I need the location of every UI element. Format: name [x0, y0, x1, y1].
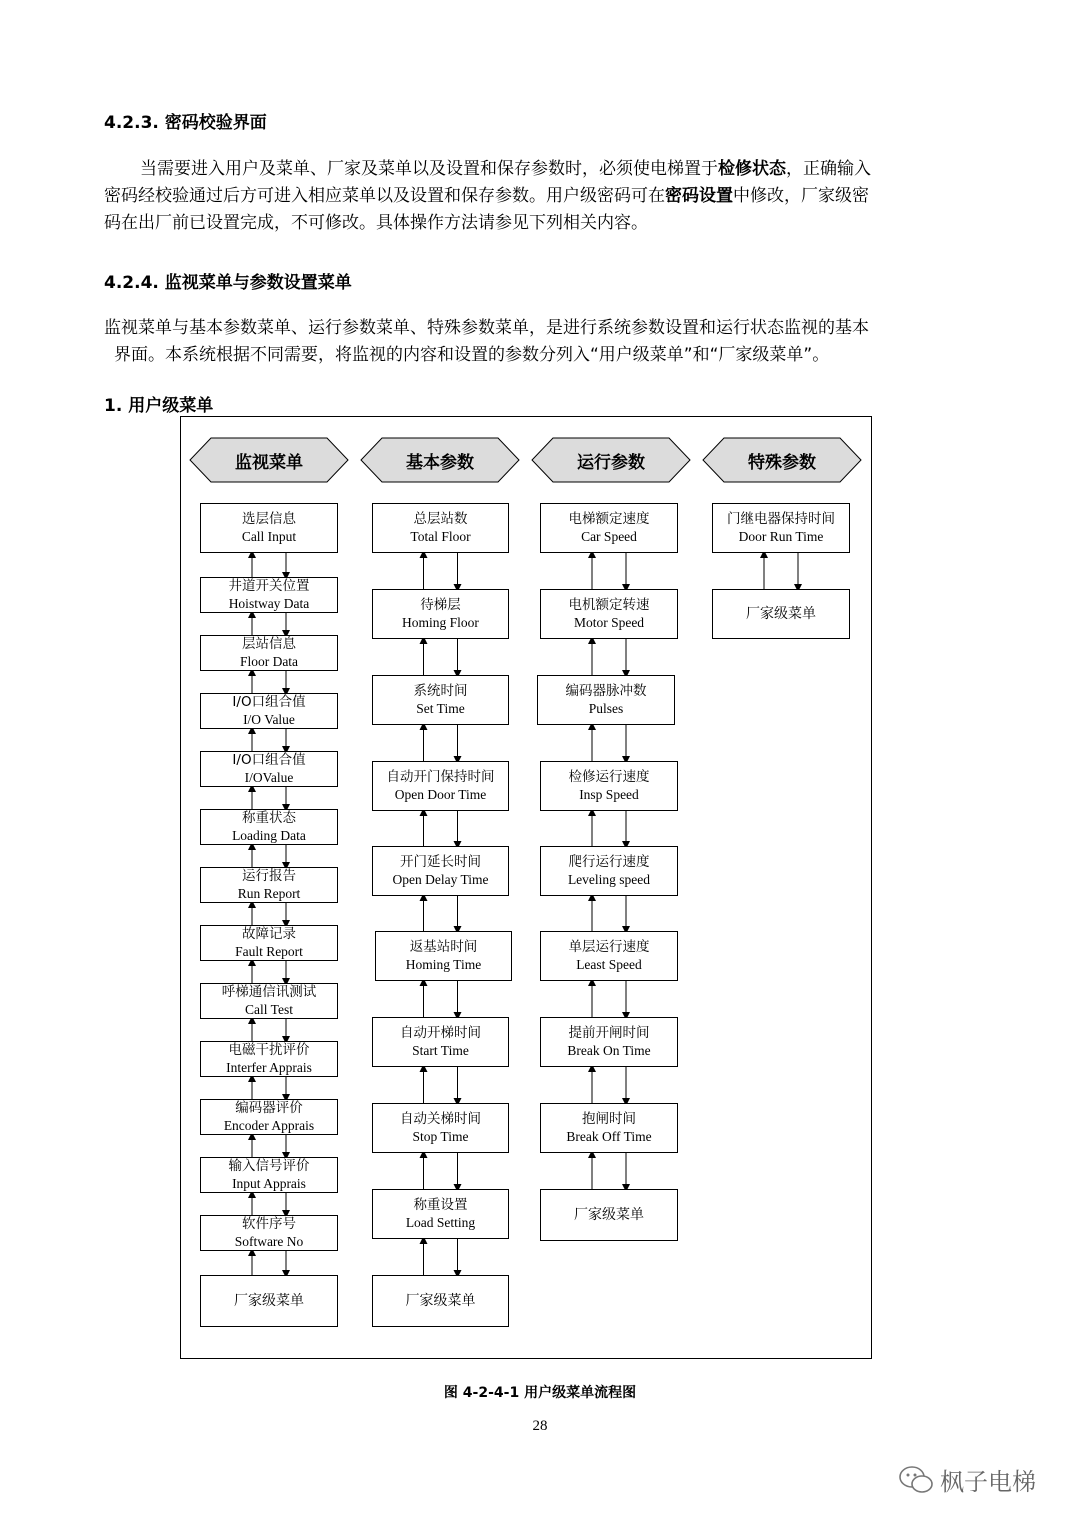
menu-item-label-zh: 故障记录	[242, 926, 296, 942]
menu-item-label-en: Least Speed	[576, 957, 642, 972]
menu-item-box[interactable]	[200, 1215, 338, 1251]
menu-item-label-en: Open Door Time	[394, 787, 487, 802]
menu-item-label-en: Open Delay Time	[392, 872, 489, 887]
column-title: 监视菜单	[235, 452, 303, 473]
menu-item-label-zh: 电梯额定速度	[568, 511, 650, 527]
menu-item-box[interactable]	[200, 693, 338, 729]
menu-item-box[interactable]	[372, 846, 509, 896]
menu-item-box[interactable]	[200, 867, 338, 903]
watermark	[898, 1462, 1036, 1497]
menu-item-label-en: Load Setting	[405, 1215, 476, 1230]
menu-item-label-en: Pulses	[588, 701, 624, 716]
menu-item-label-en: Encoder Apprais	[223, 1118, 315, 1133]
menu-item-label-en: Call Test	[245, 1002, 293, 1017]
menu-item-label-zh: 返基站时间	[409, 939, 478, 955]
para1-bold-password-setting: 密码设置	[665, 186, 733, 206]
menu-item-label-zh: 称重状态	[242, 810, 296, 826]
menu-item-box[interactable]	[540, 1189, 678, 1241]
menu-item-box[interactable]	[540, 589, 678, 639]
menu-item-label-en: Motor Speed	[573, 615, 645, 630]
column-title: 运行参数	[577, 452, 645, 473]
menu-item-label-en: Input Apprais	[232, 1176, 306, 1191]
menu-item-box[interactable]	[200, 751, 338, 787]
menu-item-label-en: Run Report	[237, 886, 301, 901]
menu-item-label-zh: 自动关梯时间	[400, 1111, 481, 1127]
column-title: 特殊参数	[748, 452, 816, 473]
menu-item-box[interactable]	[372, 1189, 509, 1239]
column-header-1	[189, 437, 349, 483]
menu-item-box[interactable]	[200, 1275, 338, 1327]
menu-item-box[interactable]	[372, 675, 509, 725]
menu-item-label-zh: 开门延长时间	[400, 854, 481, 870]
menu-item-label-en: Software No	[234, 1234, 304, 1249]
menu-item-box[interactable]	[540, 846, 678, 896]
menu-item-label-zh: 单层运行速度	[568, 939, 650, 955]
menu-item-label-zh: 呼梯通信讯测试	[221, 984, 317, 1000]
para2-line1: 监视菜单与基本参数菜单、运行参数菜单、特殊参数菜单，是进行系统参数设置和运行状态监视的基本	[104, 318, 869, 338]
menu-item-box[interactable]	[200, 577, 338, 613]
menu-item-label-zh: 提前开闸时间	[568, 1025, 650, 1041]
menu-item-label-en: Homing Time	[405, 957, 482, 972]
subheading-user-menu: 1. 用户级菜单	[104, 396, 214, 416]
menu-item-box[interactable]	[537, 675, 675, 725]
column-header-3	[531, 437, 691, 483]
menu-item-box[interactable]	[200, 809, 338, 845]
menu-item-label-zh: 编码器评价	[235, 1100, 303, 1116]
menu-item-label-en: Door Run Time	[738, 529, 824, 544]
para1-line2-post: 中修改，厂家级密	[733, 186, 869, 206]
menu-item-label-en: Fault Report	[235, 944, 303, 959]
menu-item-box[interactable]	[372, 1103, 509, 1153]
section-heading-423: 4.2.3. 密码校验界面	[104, 113, 267, 133]
menu-item-box[interactable]	[540, 1103, 678, 1153]
menu-item-label-en: Leveling speed	[567, 872, 651, 887]
menu-item-label-zh: 编码器脉冲数	[565, 683, 647, 699]
menu-item-label-zh: 检修运行速度	[568, 769, 650, 785]
menu-item-label-zh: 抱闸时间	[582, 1111, 636, 1127]
menu-item-box[interactable]	[200, 1157, 338, 1193]
menu-item-label-zh: 软件序号	[242, 1216, 296, 1232]
menu-item-label-zh: 电磁干扰评价	[228, 1042, 310, 1058]
para1-line1-post: ，正确输入	[786, 159, 871, 179]
chat-bubble-icon	[898, 1465, 934, 1495]
menu-item-box[interactable]	[375, 931, 512, 981]
menu-item-box[interactable]	[200, 503, 338, 553]
para1-line3: 码在出厂前已设置完成，不可修改。具体操作方法请参见下列相关内容。	[104, 213, 648, 233]
menu-item-label-zh: I/O口组合值	[232, 752, 306, 768]
menu-item-box[interactable]	[200, 1041, 338, 1077]
menu-item-box[interactable]	[200, 925, 338, 961]
menu-item-label-zh: 厂家级菜单	[746, 605, 816, 622]
menu-item-box[interactable]	[372, 1275, 509, 1327]
menu-item-label-en: Loading Data	[232, 828, 306, 843]
menu-item-label-zh: 运行报告	[242, 868, 296, 884]
menu-item-label-zh: 厂家级菜单	[574, 1206, 644, 1223]
section-heading-424: 4.2.4. 监视菜单与参数设置菜单	[104, 273, 352, 293]
menu-item-box[interactable]	[200, 1099, 338, 1135]
menu-item-label-zh: 待梯层	[420, 597, 461, 613]
menu-item-box[interactable]	[712, 503, 850, 553]
para1-line1-pre: 当需要进入用户及菜单、厂家及菜单以及设置和保存参数时，必须使电梯置于	[140, 159, 718, 179]
menu-item-label-zh: 总层站数	[413, 511, 468, 527]
menu-item-box[interactable]	[712, 589, 850, 639]
menu-item-label-en: Car Speed	[581, 529, 637, 544]
menu-item-label-en: Interfer Apprais	[226, 1060, 312, 1075]
para1-bold-inspection: 检修状态	[718, 159, 786, 179]
para1-line2-pre: 密码经校验通过后方可进入相应菜单以及设置和保存参数。用户级密码可在	[104, 186, 665, 206]
figure-caption: 图 4-2-4-1 用户级菜单流程图	[443, 1385, 637, 1401]
menu-item-label-en: I/O Value	[243, 712, 295, 727]
column-header-2	[360, 437, 520, 483]
menu-item-box[interactable]	[372, 503, 509, 553]
menu-item-label-zh: 自动开门保持时间	[386, 769, 495, 785]
column-title: 基本参数	[406, 452, 474, 473]
menu-item-label-zh: 门继电器保持时间	[727, 511, 835, 527]
menu-item-label-en: Hoistway Data	[228, 596, 310, 611]
menu-item-box[interactable]	[372, 761, 509, 811]
para2-line2: 界面。本系统根据不同需要，将监视的内容和设置的参数分列入“用户级菜单”和“厂家级菜单”。	[114, 345, 830, 365]
menu-item-label-zh: 电机额定转速	[568, 597, 650, 613]
menu-item-label-en: Total Floor	[410, 529, 471, 544]
menu-item-box[interactable]	[540, 761, 678, 811]
menu-item-label-en: Stop Time	[412, 1129, 469, 1144]
menu-item-label-zh: 层站信息	[242, 636, 296, 652]
menu-item-label-zh: 称重设置	[413, 1197, 468, 1213]
menu-item-box[interactable]	[540, 503, 678, 553]
menu-item-label-en: Call Input	[241, 529, 297, 544]
menu-item-label-en: Homing Floor	[402, 615, 479, 630]
watermark-text: 枫子电梯	[940, 1468, 1036, 1496]
column-header-4	[702, 437, 862, 483]
menu-item-box[interactable]	[540, 931, 678, 981]
menu-item-label-zh: 输入信号评价	[228, 1158, 310, 1174]
menu-item-label-en: I/OValue	[244, 770, 294, 785]
menu-item-label-en: Start Time	[412, 1043, 469, 1058]
menu-item-box[interactable]	[540, 1017, 678, 1067]
menu-item-label-zh: 爬行运行速度	[568, 854, 650, 870]
menu-item-box[interactable]	[372, 1017, 509, 1067]
menu-item-label-zh: 厂家级菜单	[234, 1292, 304, 1309]
menu-item-box[interactable]	[372, 589, 509, 639]
menu-item-label-en: Floor Data	[239, 654, 299, 669]
menu-item-label-zh: 厂家级菜单	[405, 1292, 476, 1309]
menu-item-label-zh: 井道开关位置	[228, 578, 310, 594]
menu-item-label-zh: 选层信息	[242, 511, 296, 527]
menu-item-label-zh: 系统时间	[413, 683, 468, 699]
menu-item-label-en: Set Time	[416, 701, 465, 716]
menu-item-label-en: Insp Speed	[579, 787, 639, 802]
menu-item-label-zh: I/O口组合值	[232, 694, 306, 710]
page-number: 28	[532, 1418, 548, 1434]
menu-item-box[interactable]	[200, 635, 338, 671]
menu-item-label-en: Break Off Time	[566, 1129, 652, 1144]
menu-item-label-en: Break On Time	[567, 1043, 651, 1058]
menu-item-label-zh: 自动开梯时间	[400, 1025, 481, 1041]
menu-item-box[interactable]	[200, 983, 338, 1019]
